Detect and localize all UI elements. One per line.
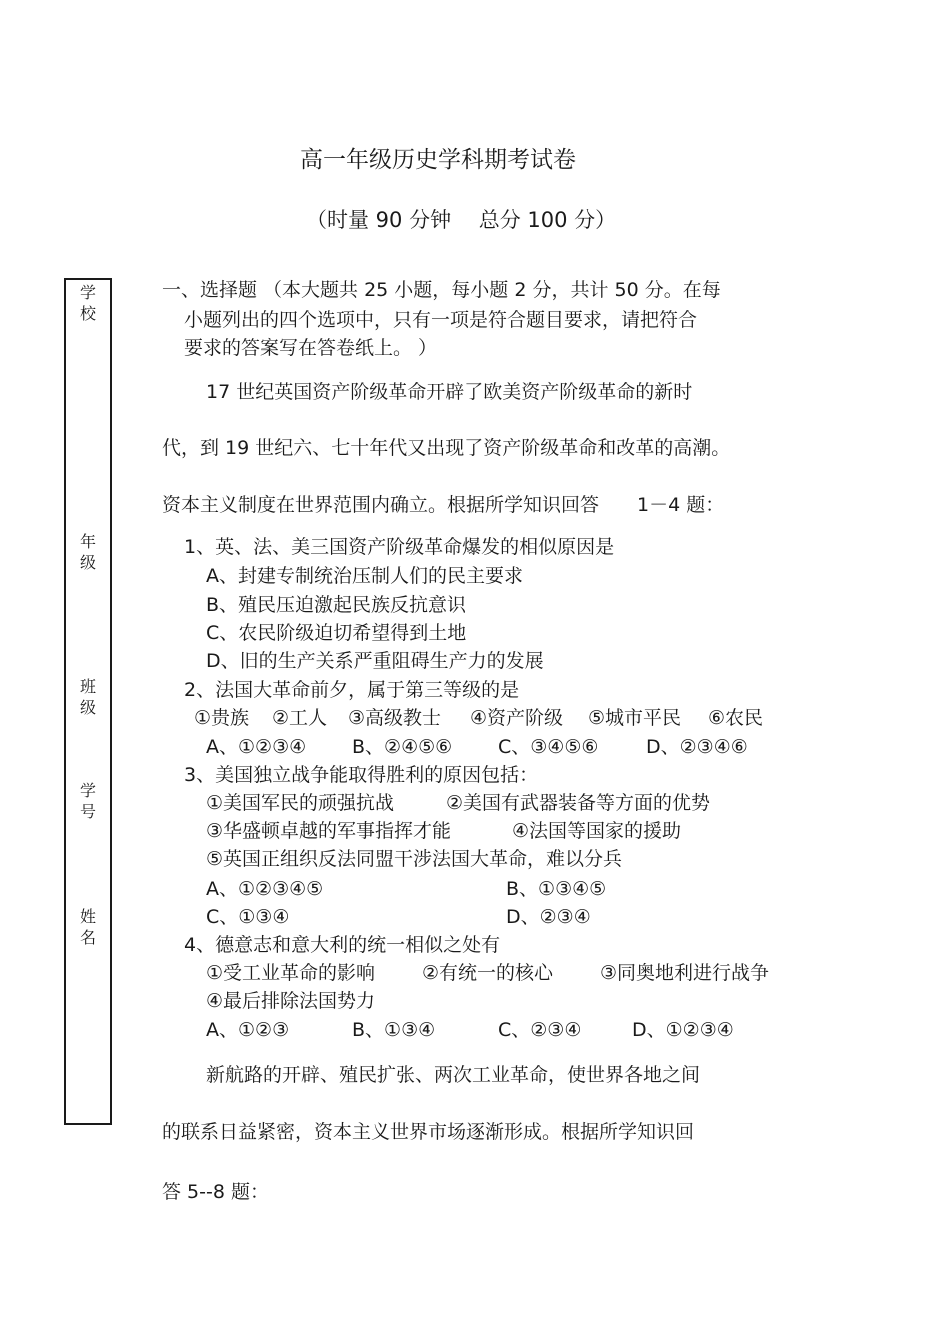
exam-title: 高一年级历史学科期考试卷 [300, 147, 576, 173]
question-item: ⑥农民 [708, 707, 764, 729]
answer-option: D、①②③④ [632, 1019, 734, 1041]
student-id-label: 学号 [79, 781, 96, 821]
question-item: ①美国军民的顽强抗战 [206, 792, 395, 814]
answer-option: A、封建专制统治压制人们的民主要求 [206, 565, 523, 587]
passage-line: 答 5--8 题： [162, 1181, 269, 1203]
answer-option: B、①③④ [352, 1019, 436, 1041]
question-item: ②工人 [272, 707, 328, 729]
name-label: 姓名 [79, 907, 96, 947]
school-label: 学校 [79, 283, 96, 323]
answer-option: D、旧的生产关系严重阻碍生产力的发展 [206, 650, 544, 672]
question-item: ③华盛顿卓越的军事指挥才能 [206, 820, 452, 842]
exam-subtitle: （时量 90 分钟 总分 100 分） [306, 208, 617, 232]
answer-option: C、②③④ [498, 1019, 582, 1041]
passage-line: 17 世纪英国资产阶级革命开辟了欧美资产阶级革命的新时 [206, 381, 693, 403]
answer-option: D、②③④ [506, 906, 591, 928]
grade-label: 年级 [79, 532, 96, 572]
answer-option: A、①②③④ [206, 736, 307, 758]
student-info-box [64, 278, 112, 1125]
question-stem: 1、英、法、美三国资产阶级革命爆发的相似原因是 [184, 536, 615, 558]
passage-line: 的联系日益紧密，资本主义世界市场逐渐形成。根据所学知识回 [162, 1121, 695, 1143]
passage-line: 资本主义制度在世界范围内确立。根据所学知识回答 1－4 题： [162, 494, 725, 516]
question-stem: 2、法国大革命前夕，属于第三等级的是 [184, 679, 520, 701]
question-stem: 3、美国独立战争能取得胜利的原因包括： [184, 764, 539, 786]
question-item: ④法国等国家的援助 [512, 820, 682, 842]
passage-line: 新航路的开辟、殖民扩张、两次工业革命，使世界各地之间 [206, 1064, 701, 1086]
answer-option: D、②③④⑥ [646, 736, 748, 758]
question-item: ③高级教士 [348, 707, 442, 729]
question-item: ⑤城市平民 [588, 707, 682, 729]
answer-option: B、②④⑤⑥ [352, 736, 453, 758]
question-item: ③同奥地利进行战争 [600, 962, 770, 984]
section-instruction-line: 一、选择题 （本大题共 25 小题，每小题 2 分，共计 50 分。在每 [162, 279, 721, 301]
question-item: ④最后排除法国势力 [206, 990, 376, 1012]
question-item: ④资产阶级 [470, 707, 564, 729]
answer-option: B、①③④⑤ [506, 878, 607, 900]
answer-option: C、③④⑤⑥ [498, 736, 599, 758]
class-label: 班级 [79, 677, 96, 717]
question-item: ②美国有武器装备等方面的优势 [446, 792, 711, 814]
question-stem: 4、德意志和意大利的统一相似之处有 [184, 934, 501, 956]
section-instruction-line: 小题列出的四个选项中，只有一项是符合题目要求，请把符合 [184, 309, 698, 331]
answer-option: B、殖民压迫激起民族反抗意识 [206, 594, 467, 616]
answer-option: C、农民阶级迫切希望得到土地 [206, 622, 467, 644]
section-instruction-line: 要求的答案写在答卷纸上。 ） [184, 337, 438, 359]
question-item: ⑤英国正组织反法同盟干涉法国大革命，难以分兵 [206, 848, 623, 870]
passage-line: 代，到 19 世纪六、七十年代又出现了资产阶级革命和改革的高潮。 [162, 437, 731, 459]
answer-option: A、①②③ [206, 1019, 290, 1041]
question-item: ①贵族 [194, 707, 250, 729]
question-item: ①受工业革命的影响 [206, 962, 376, 984]
answer-option: C、①③④ [206, 906, 290, 928]
question-item: ②有统一的核心 [422, 962, 554, 984]
answer-option: A、①②③④⑤ [206, 878, 324, 900]
